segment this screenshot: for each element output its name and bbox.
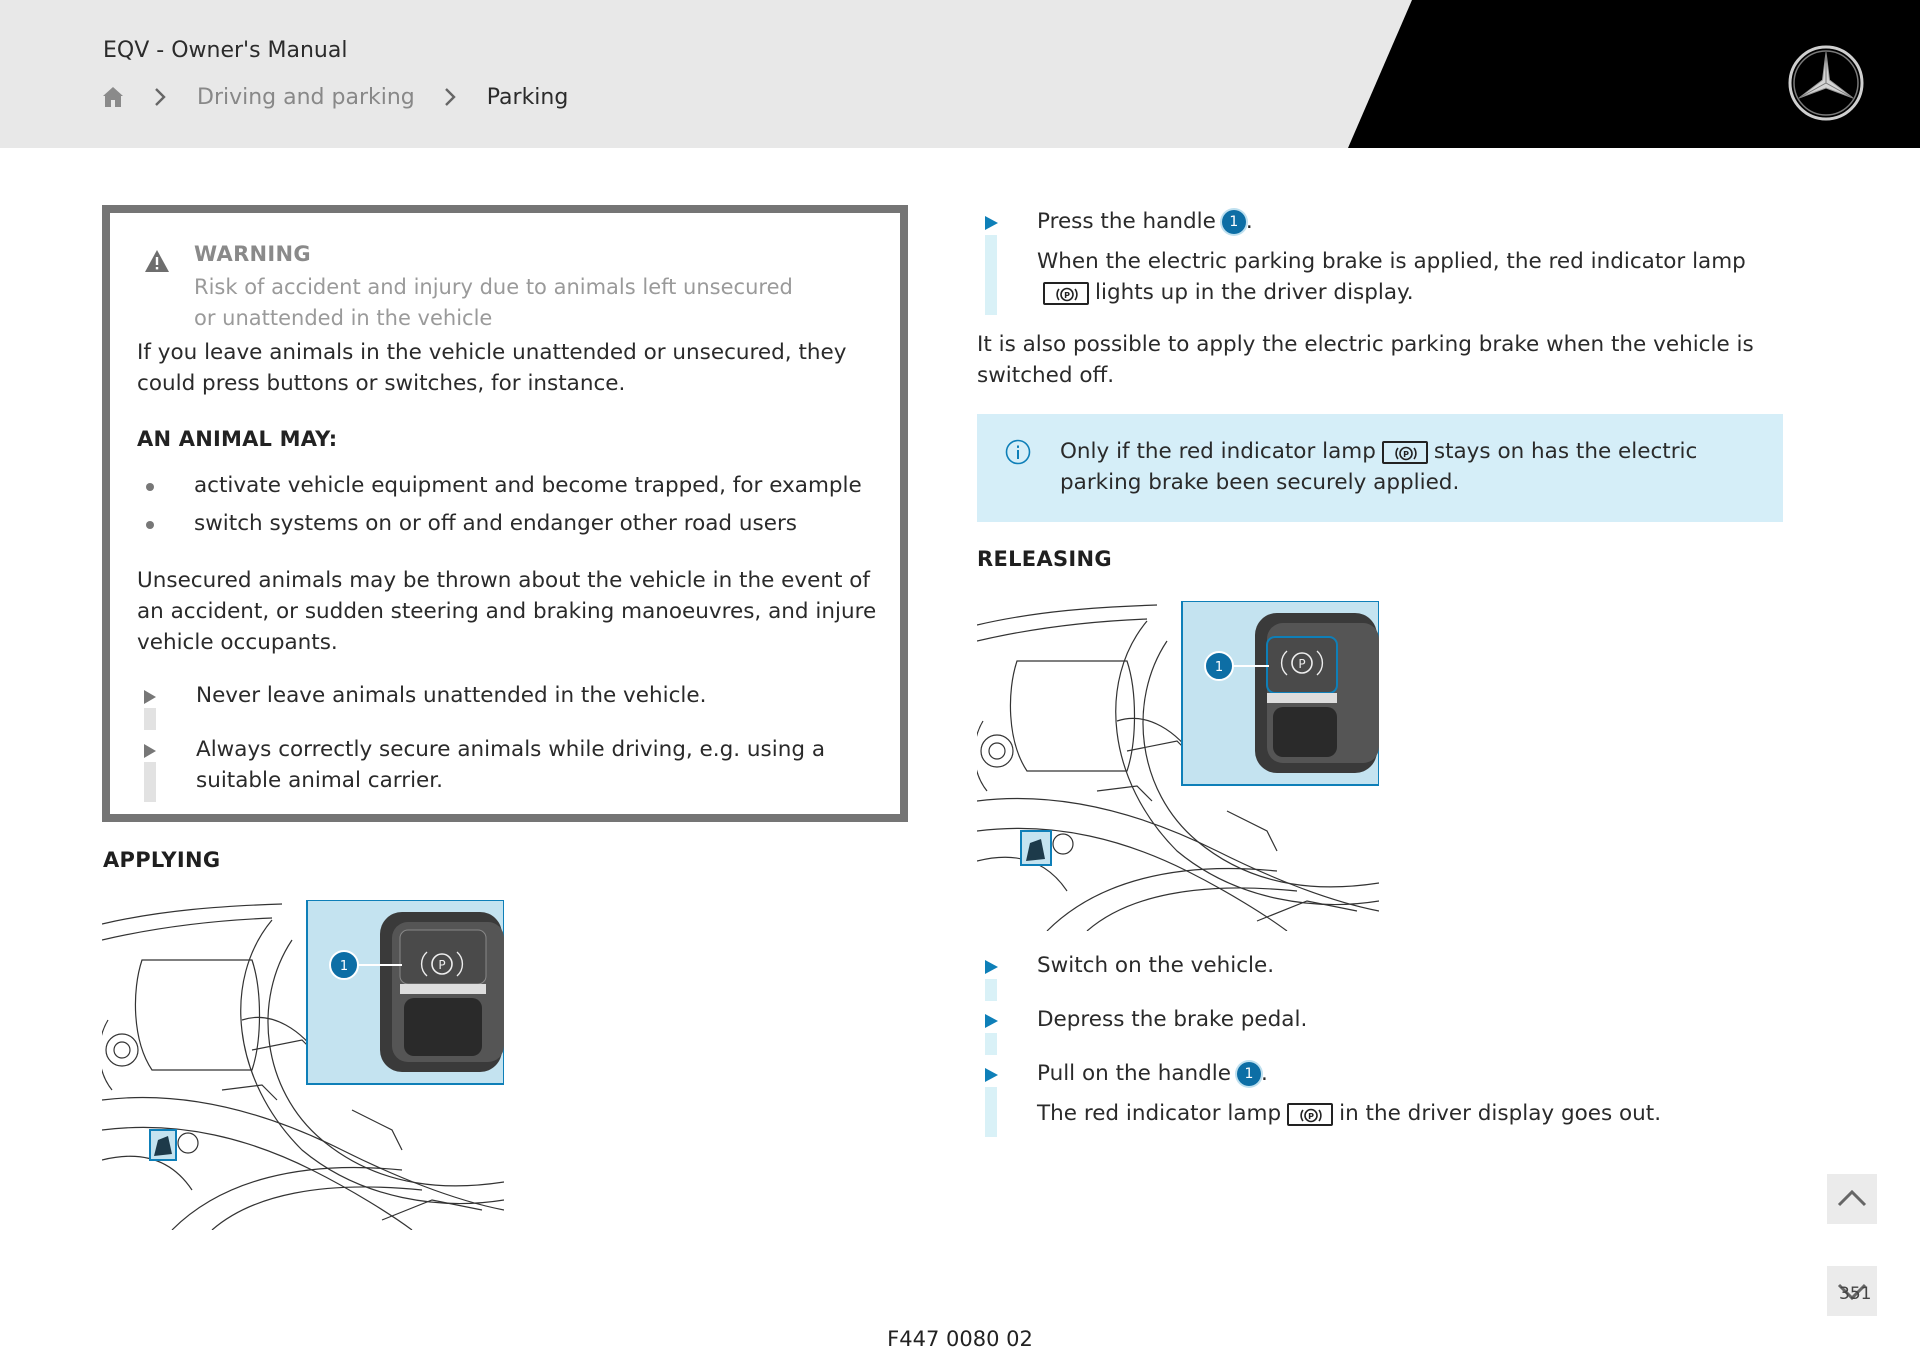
step-bar (144, 762, 156, 802)
warning-heading: WARNING (194, 242, 311, 266)
figure-code: F447 0080 02 (887, 1327, 1033, 1351)
illustration-callout: 1 (339, 959, 349, 974)
step-instruction: Press the handle (1037, 209, 1216, 234)
breadcrumb-link-driving-and-parking[interactable]: Driving and parking (197, 84, 415, 110)
step-text: Always correctly secure animals while driving, e.g. using a suitable animal carrier. (196, 737, 826, 793)
page-header (0, 0, 1920, 148)
info-text-part: stays on has the electric parking brake been securely applied. (1060, 439, 1698, 495)
applying-heading: APPLYING (103, 848, 221, 872)
release-step-switch-on (977, 950, 1797, 990)
mercedes-star-logo (1787, 44, 1865, 122)
scroll-up-button[interactable] (1827, 1174, 1877, 1224)
breadcrumb-current-parking: Parking (486, 84, 569, 110)
step-arrow-icon (985, 216, 998, 230)
step-arrow-icon (144, 690, 156, 704)
step-detail-text: When the electric parking brake is applied, the red indicator lamp (1037, 249, 1746, 274)
step-bar (985, 1087, 997, 1137)
warning-box (102, 205, 908, 822)
info-icon (1005, 439, 1031, 465)
callout-badge: 1 (1237, 1062, 1261, 1086)
svg-text:P: P (1402, 449, 1409, 459)
step-arrow-icon (985, 960, 998, 974)
bullet-icon (146, 483, 154, 491)
chevron-right-icon (439, 86, 461, 108)
step-text: Never leave animals unattended in the vehicle. (196, 683, 707, 708)
step-detail (1037, 246, 1797, 308)
info-box (977, 414, 1783, 522)
warning-step (137, 680, 857, 720)
animal-list-title: AN ANIMAL MAY: (137, 427, 338, 451)
list-item-text: activate vehicle equipment and become trapped, for example (194, 473, 862, 498)
warning-step (137, 734, 857, 804)
page-number: 351 (1839, 1284, 1872, 1304)
list-item (137, 508, 857, 539)
step-detail-text: The red indicator lamp (1037, 1101, 1282, 1126)
step-text: Depress the brake pedal. (1037, 1007, 1308, 1032)
step-arrow-icon (985, 1068, 998, 1082)
step-text: Pull on the handle 1 . (1037, 1061, 1268, 1086)
step-detail-text: in the driver display goes out. (1339, 1101, 1662, 1126)
warning-subtitle: Risk of accident and injury due to animals left unsecured or unattended in the vehicle (194, 275, 793, 330)
release-step-brake-pedal (977, 1004, 1797, 1044)
chevron-right-icon (149, 86, 171, 108)
step-arrow-icon (144, 744, 156, 758)
warning-body-1: If you leave animals in the vehicle unattended or unsecured, they could press buttons or switches, for instance. (137, 340, 847, 396)
svg-text:P: P (1298, 657, 1306, 671)
applying-illustration (102, 900, 504, 1230)
parking-brake-lamp-icon (1043, 282, 1089, 305)
step-bar (144, 708, 156, 730)
header-black-panel (0, 0, 1920, 148)
step-arrow-icon (985, 1014, 998, 1028)
list-item (137, 470, 862, 501)
warning-triangle-icon (144, 249, 170, 273)
svg-text:P: P (1064, 290, 1070, 300)
home-icon[interactable] (101, 85, 125, 109)
illustration-callout: 1 (1214, 660, 1224, 675)
callout-badge: 1 (1222, 210, 1246, 234)
svg-text:P: P (438, 958, 446, 972)
step-bar (985, 979, 997, 1001)
note-paragraph: It is also possible to apply the electric parking brake when the vehicle is switched off. (977, 332, 1754, 388)
step-bar (985, 1033, 997, 1055)
info-text-part: Only if the red indicator lamp (1060, 439, 1376, 464)
releasing-heading: RELEASING (977, 547, 1112, 571)
list-item-text: switch systems on or off and endanger other road users (194, 511, 797, 536)
apply-step-press-handle (977, 206, 1797, 305)
parking-brake-lamp-icon (1382, 441, 1428, 464)
svg-text:P: P (1308, 1111, 1315, 1121)
info-text (1060, 436, 1760, 498)
breadcrumb (101, 82, 568, 112)
bullet-icon (146, 521, 154, 529)
step-detail (1037, 1098, 1797, 1129)
release-step-pull-handle (977, 1058, 1797, 1130)
step-detail-text: lights up in the driver display. (1095, 280, 1414, 305)
chevron-up-icon (1827, 1174, 1877, 1224)
step-bar (985, 235, 997, 315)
parking-brake-lamp-icon (1287, 1103, 1333, 1126)
step-text: Switch on the vehicle. (1037, 953, 1275, 978)
warning-body-2: Unsecured animals may be thrown about the vehicle in the event of an accident, or sudden steering and braking manoeuvres, and injure vehicle occupants. (137, 568, 877, 655)
step-text: Press the handle 1 . (1037, 209, 1253, 234)
step-instruction: Pull on the handle (1037, 1061, 1232, 1086)
document-title: EQV - Owner's Manual (103, 38, 348, 63)
releasing-illustration (977, 601, 1379, 931)
